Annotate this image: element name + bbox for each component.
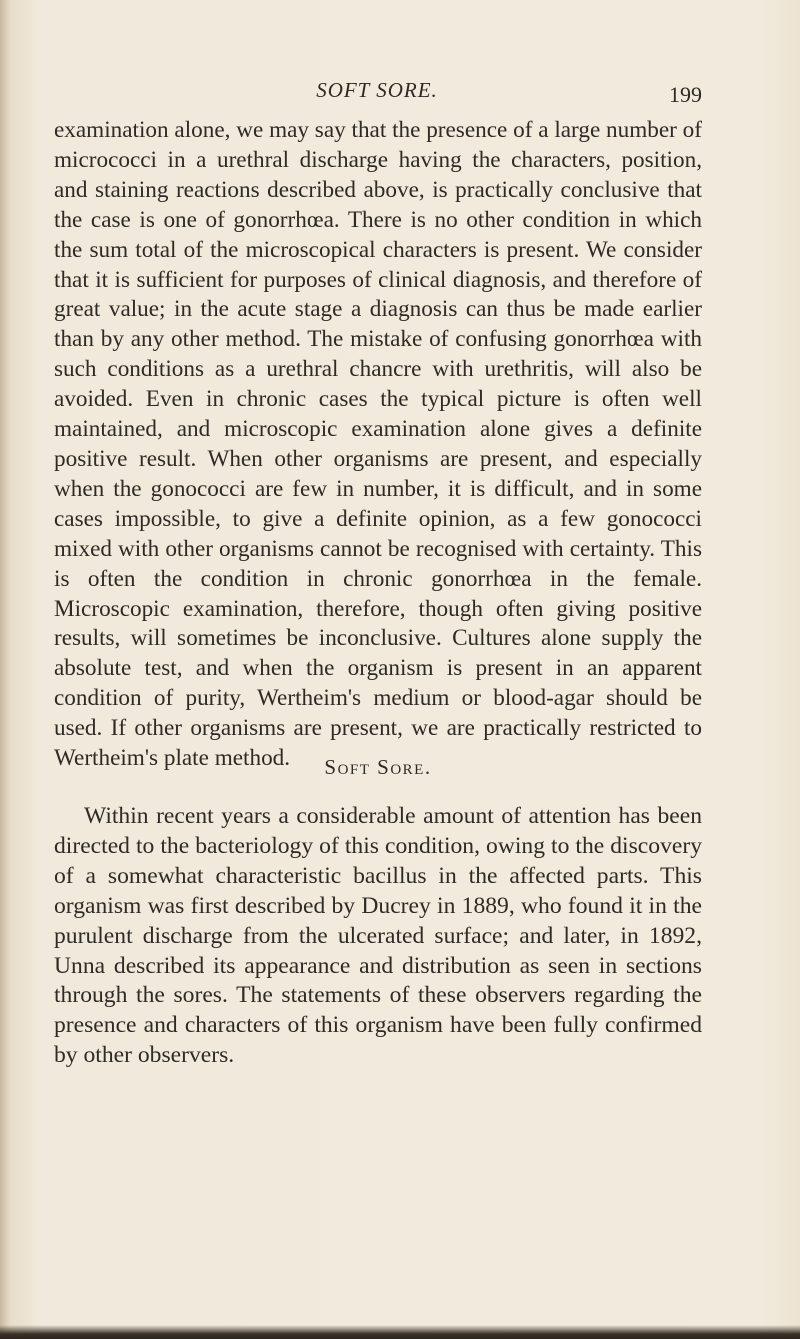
section-heading: Soft Sore.: [324, 755, 432, 779]
paragraph-gonorrhoea-diagnosis: examination alone, we may say that the presence of a large number of micrococci in a urethral discharge having the characters, position, and staining reactions described above, is practically conclusive that the case is one of gonorrhœa. There is no other condition in which the sum total of the microscopical characters is present. We consider that it is sufficient for purposes of clinical diagnosis, and therefore of great value; in the acute stage a diagnosis can thus be made earlier than by any other method. The mistake of confusing gonorrhœa with such conditions as a urethral chancre with urethritis, will also be avoided. Even in chronic cases the typical picture is often well maintained, and microscopic examination alone gives a definite positive result. When other organisms are present, and especially when the gonococci are few in number, it is difficult, and in some cases impossible, to give a definite opinion, as a few gonococci mixed with other organisms cannot be recognised with certainty. This is often the condition in chronic gonorrhœa in the female. Microscopic examination, therefore, though often giving positive results, will sometimes be inconclusive. Cultures alone supply the absolute test, and when the organism is present in an apparent condition of purity, Wertheim's medium or blood-agar should be used. If other organisms are present, we are practically restricted to Wertheim's plate method.: [54, 117, 702, 772]
page-bottom-edge: [0, 1325, 800, 1339]
running-head: SOFT SORE.: [316, 78, 438, 102]
page-number: 199: [669, 82, 702, 107]
page-binding-edge: [0, 0, 10, 1339]
page-header: [52, 78, 702, 108]
paragraph-soft-sore: Within recent years a considerable amount of attention has been directed to the bacteriology of this condition, owing to the discovery of a somewhat characteristic bacillus in the affected parts. This organism was first described by Ducrey in 1889, who found it in the purulent discharge from the ulcerated surface; and later, in 1892, Unna described its appearance and distribution as seen in sections through the sores. The statements of these observers regarding the presence and characters of this organism have been fully confirmed by other observers.: [54, 803, 702, 1069]
